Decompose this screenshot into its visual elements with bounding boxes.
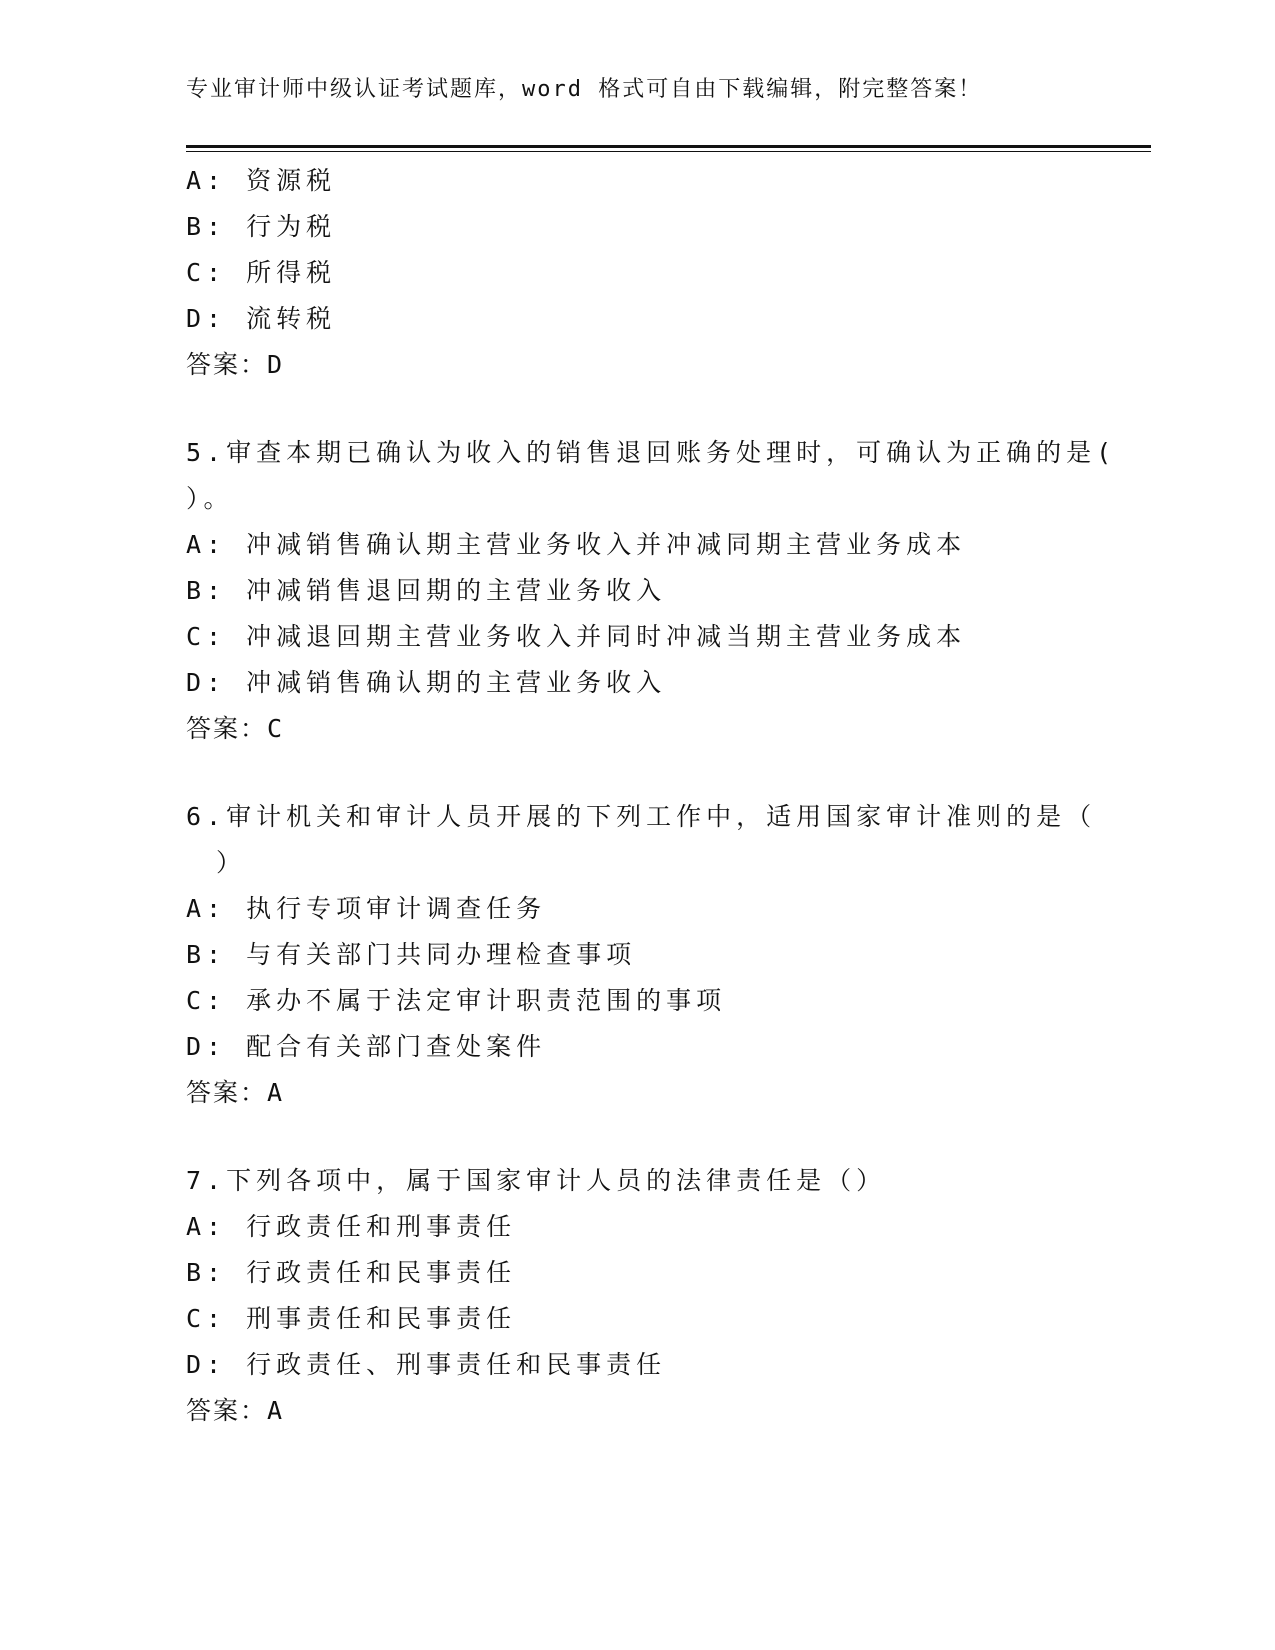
answer-label: 答案： [186,1078,268,1107]
option-b: B: 与有关部门共同办理检查事项 [186,940,637,969]
answer-value: A [267,1078,285,1107]
option-c: C: 所得税 [186,258,337,287]
question-stem: 5.审查本期已确认为收入的销售退回账务处理时，可确认为正确的是( [186,438,1117,467]
answer-line [186,1070,1086,1116]
option-c: C: 承办不属于法定审计职责范围的事项 [186,986,727,1015]
option-b: B: 行政责任和民事责任 [186,1258,517,1287]
question-list [186,158,1117,1434]
option-d: D: 流转税 [186,304,337,333]
option-a: A: 冲减销售确认期主营业务收入并冲减同期主营业务成本 [186,530,967,559]
answer-value: A [267,1396,285,1425]
answer-value: C [267,714,285,743]
option-c: C: 冲减退回期主营业务收入并同时冲减当期主营业务成本 [186,622,967,651]
page-header: 专业审计师中级认证考试题库，word 格式可自由下载编辑，附完整答案！ [186,77,983,102]
option-d: D: 配合有关部门查处案件 [186,1032,547,1061]
option-b: B: 冲减销售退回期的主营业务收入 [186,576,667,605]
option-d: D: 行政责任、刑事责任和民事责任 [186,1350,667,1379]
answer-value: D [267,350,285,379]
answer-line [186,342,1086,388]
question-6 [186,794,1097,1116]
answer-label: 答案： [186,350,268,379]
option-d: D: 冲减销售确认期的主营业务收入 [186,668,667,697]
option-b: B: 行为税 [186,212,337,241]
question-stem-continued: ） [216,848,247,877]
answer-line [186,706,1086,752]
question-stem-continued: ）。 [186,484,234,513]
option-c: C: 刑事责任和民事责任 [186,1304,517,1333]
header-rule-thick [186,145,1151,148]
question-4 [186,158,1086,388]
question-5 [186,430,1117,752]
option-a: A: 资源税 [186,166,337,195]
question-stem: 7.下列各项中，属于国家审计人员的法律责任是（） [186,1166,887,1195]
answer-label: 答案： [186,1396,268,1425]
question-7 [186,1158,1086,1434]
answer-line [186,1388,1086,1434]
question-stem: 6.审计机关和审计人员开展的下列工作中，适用国家审计准则的是（ [186,802,1097,831]
option-a: A: 行政责任和刑事责任 [186,1212,517,1241]
option-a: A: 执行专项审计调查任务 [186,894,547,923]
header-rule-thin [186,151,1151,152]
answer-label: 答案： [186,714,268,743]
